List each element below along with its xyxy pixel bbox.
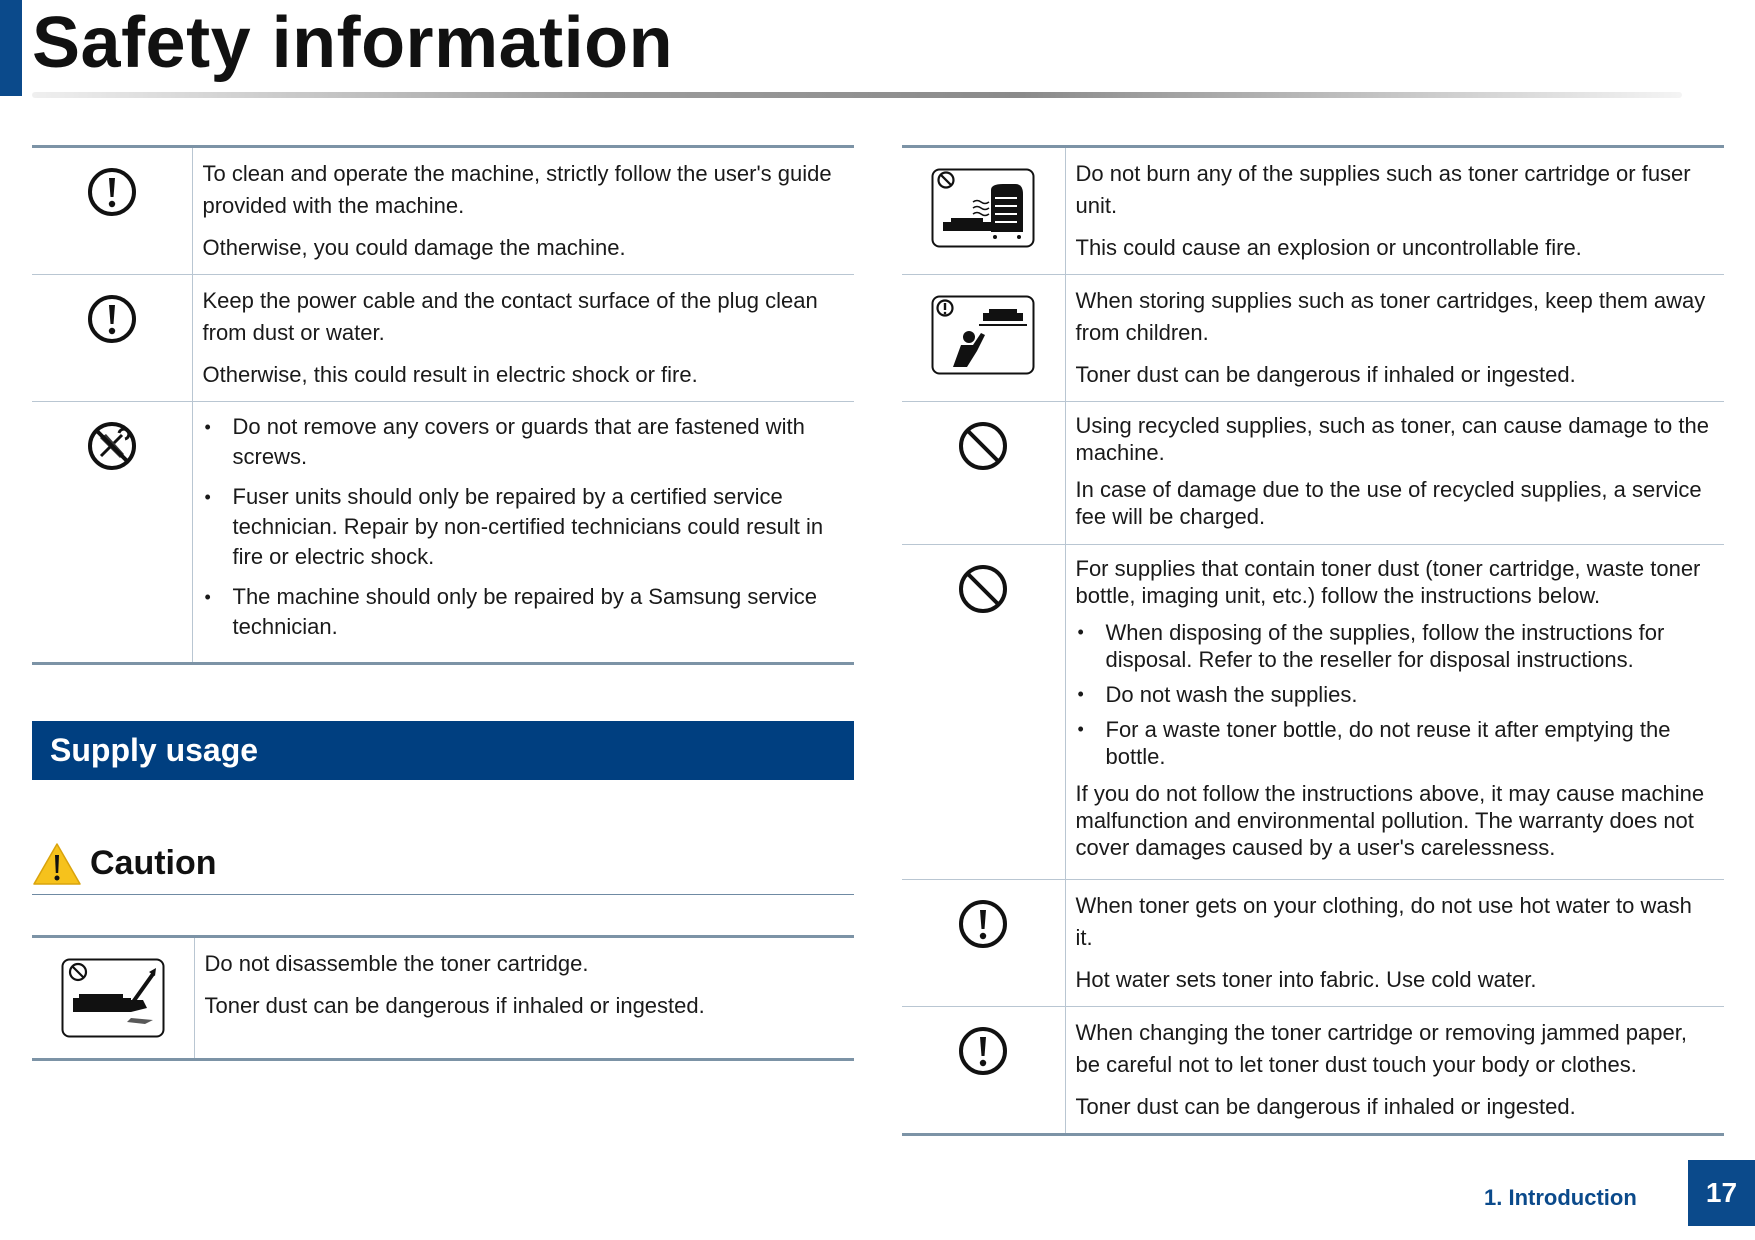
table-row (902, 275, 1724, 402)
safety-text: In case of damage due to the use of recycled supplies, a service fee will be charged. (1075, 477, 1702, 529)
list-item: • Fuser units should only be repaired by a certified service technician. Repair by non-certified technicians could result in fire or electric shock. (203, 482, 845, 572)
warning-circle-icon (86, 325, 138, 350)
safety-text: For supplies that contain toner dust (toner cartridge, waste toner bottle, imaging unit, etc.) follow the instructions below. (1075, 556, 1701, 608)
keep-from-children-icon (931, 355, 1035, 380)
page-title: Safety information (32, 3, 674, 83)
caution-safety-table (32, 935, 854, 1061)
safety-text: Toner dust can be dangerous if inhaled or ingested. (1075, 1094, 1576, 1119)
table-row (32, 275, 854, 402)
caution-heading (32, 838, 854, 895)
safety-text: Otherwise, you could damage the machine. (202, 235, 626, 260)
safety-text: To clean and operate the machine, strictly follow the user's guide provided with the machine. (202, 161, 832, 218)
left-safety-table (32, 145, 854, 665)
caution-triangle-icon (32, 842, 82, 891)
caution-label: Caution (90, 844, 217, 882)
safety-text: When changing the toner cartridge or removing jammed paper, be careful not to let toner dust touch your body or clothes. (1075, 1020, 1687, 1077)
list-item: • Do not wash the supplies. (1076, 681, 1715, 708)
table-row (902, 1007, 1724, 1135)
safety-text: When toner gets on your clothing, do not use hot water to wash it. (1075, 893, 1692, 950)
title-accent-bar (0, 0, 22, 96)
bullet-list (1076, 619, 1715, 770)
safety-text: Toner dust can be dangerous if inhaled or ingested. (204, 993, 705, 1018)
list-item: • For a waste toner bottle, do not reuse it after emptying the bottle. (1076, 716, 1715, 770)
safety-text: Using recycled supplies, such as toner, can cause damage to the machine. (1075, 413, 1709, 465)
safety-text: When storing supplies such as toner cartridges, keep them away from children. (1075, 288, 1706, 345)
table-row (32, 937, 854, 1060)
table-row (32, 402, 854, 664)
page-number: 17 (1688, 1160, 1755, 1226)
safety-text: Hot water sets toner into fabric. Use cold water. (1075, 967, 1537, 992)
section-header-supply-usage: Supply usage (32, 721, 854, 780)
table-row (902, 402, 1724, 545)
title-divider (32, 92, 1682, 98)
safety-text: Keep the power cable and the contact surface of the plug clean from dust or water. (202, 288, 818, 345)
right-safety-table (902, 145, 1724, 1136)
bullet-list (203, 412, 845, 642)
list-item: • Do not remove any covers or guards that are fastened with screws. (203, 412, 845, 472)
warning-circle-icon (86, 198, 138, 223)
safety-text: This could cause an explosion or uncontrollable fire. (1075, 235, 1582, 260)
safety-text: If you do not follow the instructions above, it may cause machine malfunction and environmental pollution. The warranty does not cover damages caused by a user's carelessness. (1075, 781, 1705, 860)
no-tools-icon (86, 452, 138, 477)
warning-circle-icon (957, 1057, 1009, 1082)
list-item: • When disposing of the supplies, follow the instructions for disposal. Refer to the reseller for disposal instructions. (1076, 619, 1715, 673)
safety-text: Otherwise, this could result in electric shock or fire. (202, 362, 698, 387)
table-row (902, 147, 1724, 275)
table-row (32, 147, 854, 275)
list-item: • The machine should only be repaired by a Samsung service technician. (203, 582, 845, 642)
warning-circle-icon (957, 930, 1009, 955)
safety-text: Do not burn any of the supplies such as toner cartridge or fuser unit. (1075, 161, 1691, 218)
no-burn-supplies-icon (931, 228, 1035, 253)
footer-chapter-label: 1. Introduction (1484, 1185, 1637, 1210)
table-row (902, 880, 1724, 1007)
prohibition-icon (957, 452, 1009, 477)
safety-text: Toner dust can be dangerous if inhaled or ingested. (1075, 362, 1576, 387)
safety-text: Do not disassemble the toner cartridge. (204, 951, 589, 976)
table-row (902, 545, 1724, 880)
prohibition-icon (957, 595, 1009, 620)
no-disassemble-cartridge-icon (61, 1018, 165, 1043)
